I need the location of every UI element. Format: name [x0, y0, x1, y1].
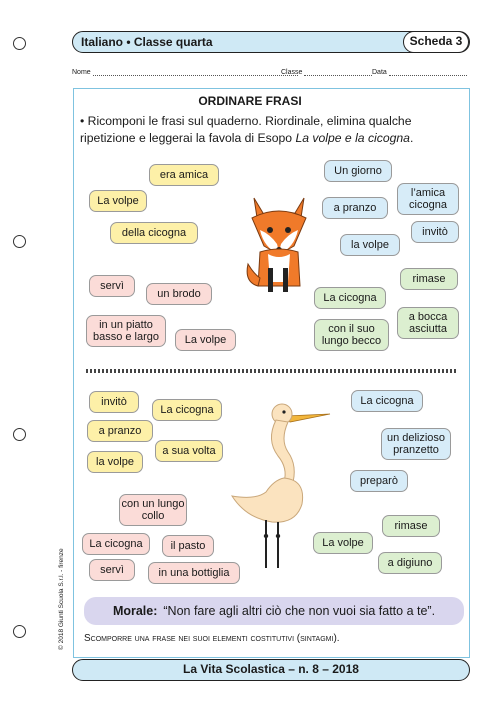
word-chip[interactable]: invitò: [411, 221, 459, 243]
word-chip[interactable]: in un piatto basso e largo: [86, 315, 166, 347]
name-line: [72, 67, 298, 76]
section-separator: [86, 369, 456, 373]
class-line: [281, 67, 372, 76]
word-chip[interactable]: era amica: [149, 164, 219, 186]
date-line: [372, 67, 467, 76]
word-chip[interactable]: un delizioso pranzetto: [381, 428, 451, 460]
word-chip[interactable]: a pranzo: [322, 197, 388, 219]
sheet-number: Scheda 3: [403, 31, 469, 53]
word-chip[interactable]: un brodo: [146, 283, 212, 305]
word-chip[interactable]: a pranzo: [87, 420, 153, 442]
word-chip[interactable]: a bocca asciutta: [397, 307, 459, 339]
word-chip[interactable]: rimase: [382, 515, 440, 537]
word-chip[interactable]: Un giorno: [324, 160, 392, 182]
binder-hole-2: [13, 235, 26, 248]
word-chip[interactable]: con un lungo collo: [119, 494, 187, 526]
word-chip[interactable]: La cicogna: [82, 533, 150, 555]
word-chip[interactable]: a digiuno: [378, 552, 442, 574]
binder-hole-4: [13, 625, 26, 638]
word-chip[interactable]: la volpe: [340, 234, 400, 256]
word-chip[interactable]: La volpe: [313, 532, 373, 554]
exercise-instruction: • Ricomponi le frasi sul quaderno. Riordinale, elimina qualche ripetizione e leggerai la favola di Esopo La volpe e la cicogna.: [80, 114, 414, 145]
word-chip[interactable]: servì: [89, 275, 135, 297]
copyright-notice: © 2018 Giunti Scuola S.r.l. - firenze: [58, 548, 65, 650]
exercise-title: ORDINARE FRASI: [198, 94, 302, 108]
date-label: Data: [372, 69, 387, 76]
word-chip[interactable]: il pasto: [162, 535, 214, 557]
word-chip[interactable]: La cicogna: [152, 399, 222, 421]
morale-label: Morale:: [112, 604, 158, 618]
binder-hole-3: [13, 428, 26, 441]
word-chip[interactable]: con il suo lungo becco: [314, 319, 389, 351]
learning-objective: Scomporre una frase nei suoi elementi costitutivi (sintagmi).: [84, 633, 340, 644]
word-chip[interactable]: a sua volta: [155, 440, 223, 462]
morale-box: [84, 597, 464, 625]
word-chip[interactable]: preparò: [350, 470, 408, 492]
word-chip[interactable]: La volpe: [89, 190, 147, 212]
morale-text: “Non fare agli altri ciò che non vuoi sia fatto a te”.: [163, 604, 436, 618]
stork-illustration: [226, 400, 336, 572]
word-chip[interactable]: invitò: [89, 391, 139, 413]
word-chip[interactable]: la volpe: [87, 451, 143, 473]
word-chip[interactable]: della cicogna: [110, 222, 198, 244]
binder-hole-1: [13, 37, 26, 50]
word-chip[interactable]: in una bottiglia: [148, 562, 240, 584]
word-chip[interactable]: l’amica cicogna: [397, 183, 459, 215]
class-label: Classe: [281, 69, 303, 76]
word-chip[interactable]: rimase: [400, 268, 458, 290]
word-chip[interactable]: La cicogna: [351, 390, 423, 412]
word-chip[interactable]: servì: [89, 559, 135, 581]
header-title: Italiano • Classe quarta: [81, 35, 213, 49]
page-footer: La Vita Scolastica – n. 8 – 2018: [72, 659, 470, 681]
word-chip[interactable]: La cicogna: [314, 287, 386, 309]
page-header: [72, 31, 470, 53]
name-label: Nome: [72, 69, 91, 76]
fox-illustration: [244, 194, 314, 296]
word-chip[interactable]: La volpe: [175, 329, 236, 351]
